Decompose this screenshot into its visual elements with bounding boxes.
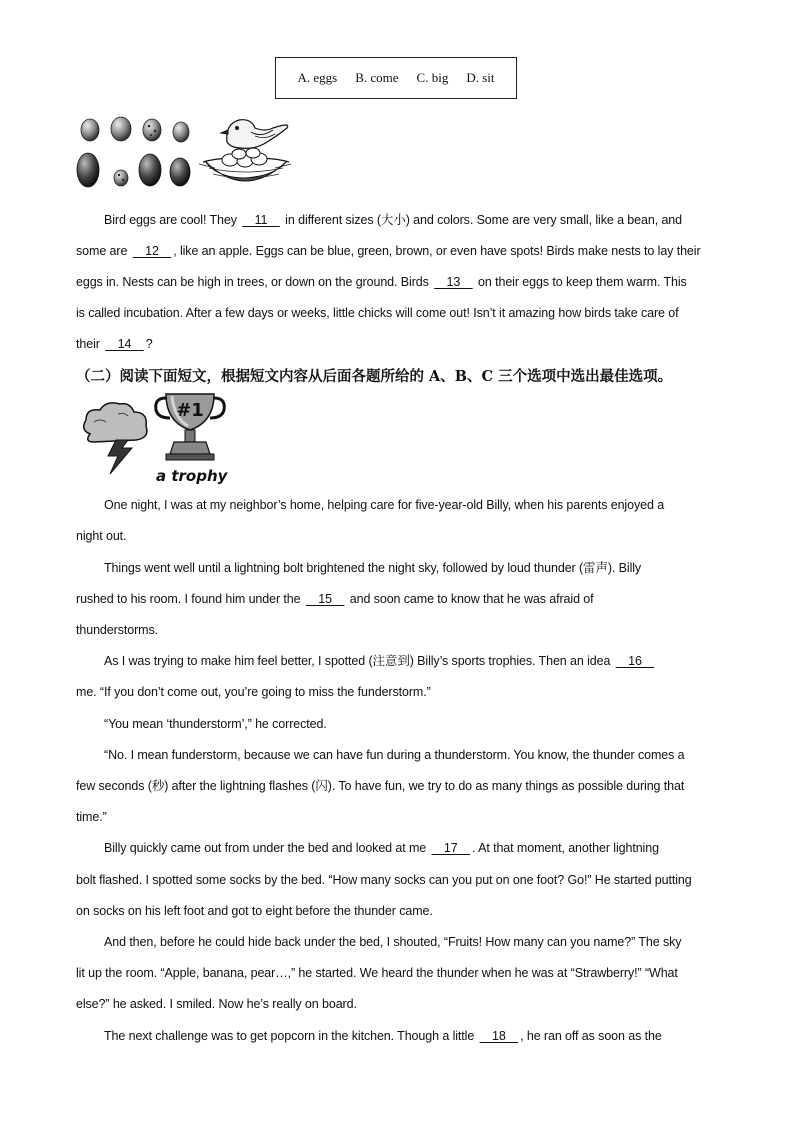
blank-18: 18	[479, 1029, 519, 1043]
blank-11: 11	[242, 213, 280, 227]
text: Billy quickly came out from under the bed and looked at me	[104, 841, 430, 855]
passage2-line	[76, 591, 720, 607]
text: else?” he asked. I smiled. Now he’s really on board.	[76, 997, 357, 1011]
passage1-line	[76, 243, 720, 259]
text: “You mean ‘thunderstorm’,” he corrected.	[104, 717, 327, 731]
passage2-line	[76, 965, 720, 981]
passage2-line	[104, 840, 720, 856]
text: One night, I was at my neighbor’s home, helping care for five-year-old Billy, when his parents enjoyed a	[104, 498, 665, 512]
text: on socks on his left foot and got to eight before the thunder came.	[76, 904, 433, 918]
text: As I was trying to make him feel better, I spotted (注意到) Billy’s sports trophies. Then an idea	[104, 654, 614, 668]
text: is called incubation. After a few days or weeks, little chicks will come out! Isn’t it amazing how birds take care of	[76, 306, 679, 320]
passage2-line	[76, 872, 720, 888]
text: bolt flashed. I spotted some socks by the bed. “How many socks can you put on one foot? Go!” He started putting	[76, 873, 692, 887]
blank-16: 16	[615, 654, 655, 668]
text: . At that moment, another lightning	[472, 841, 659, 855]
passage1-line	[104, 212, 720, 228]
passage2-line	[76, 528, 720, 544]
blank-12: 12	[132, 244, 172, 258]
passage2-line	[104, 560, 720, 576]
blank-17: 17	[431, 841, 471, 855]
text: And then, before he could hide back under the bed, I shouted, “Fruits! How many can you name?” The sky	[104, 935, 682, 949]
trophy-caption: a trophy	[156, 467, 228, 485]
passage2-line	[76, 809, 720, 825]
passage2-line	[104, 497, 720, 513]
bird-nest-illustration	[195, 106, 295, 194]
blank-13: 13	[434, 275, 473, 289]
passage2-line	[104, 716, 720, 732]
option-d: D. sit	[466, 70, 495, 85]
text: me. “If you don’t come out, you’re going to miss the funderstorm.”	[76, 685, 431, 699]
text: some are	[76, 244, 131, 258]
passage2-line	[104, 747, 720, 763]
passage2-line	[104, 653, 720, 669]
passage2-line	[104, 934, 720, 950]
passage2-line	[104, 1028, 720, 1044]
passage1-line	[76, 305, 720, 321]
storm-cloud-icon	[80, 400, 150, 476]
text: Bird eggs are cool! They	[104, 213, 241, 227]
text: and soon came to know that he was afraid of	[346, 592, 594, 606]
text: Things went well until a lightning bolt brightened the night sky, followed by loud thunder (雷声). Billy	[104, 561, 642, 575]
text: few seconds (秒) after the lightning flashes (闪). To have fun, we try to do as many things as possible during that	[76, 779, 685, 793]
text: eggs in. Nests can be high in trees, or down on the ground. Birds	[76, 275, 433, 289]
text: ?	[145, 337, 153, 351]
text: on their eggs to keep them warm. This	[474, 275, 687, 289]
text: rushed to his room. I found him under the	[76, 592, 304, 606]
text: night out.	[76, 529, 127, 543]
option-c: C. big	[416, 70, 449, 85]
passage2-line	[76, 996, 720, 1012]
text: “No. I mean funderstorm, because we can have fun during a thunderstorm. You know, the thunder comes a	[104, 748, 685, 762]
eggs-illustration	[76, 112, 196, 194]
text: , he ran off as soon as the	[520, 1029, 662, 1043]
blank-14: 14	[105, 337, 144, 351]
passage2-line	[76, 622, 720, 638]
option-b: B. come	[355, 70, 399, 85]
text: The next challenge was to get popcorn in the kitchen. Though a little	[104, 1029, 478, 1043]
word-options-box	[275, 57, 517, 99]
text: time.”	[76, 810, 107, 824]
text: , like an apple. Eggs can be blue, green, brown, or even have spots! Birds make nests to lay their	[173, 244, 701, 258]
text: thunderstorms.	[76, 623, 158, 637]
passage1-line	[76, 274, 720, 290]
trophy-icon	[152, 388, 228, 462]
option-a: A. eggs	[297, 70, 338, 85]
passage2-line	[76, 684, 720, 700]
blank-15: 15	[305, 592, 345, 606]
passage2-line	[76, 903, 720, 919]
section-heading: （二）阅读下面短文，根据短文内容从后面各题所给的 A、B、C 三个选项中选出最佳选项。	[76, 368, 673, 385]
trophy-badge: #1	[176, 400, 204, 421]
passage2-line	[76, 778, 720, 794]
passage1-line	[76, 336, 720, 352]
text: in different sizes (大小) and colors. Some are very small, like a bean, and	[281, 213, 682, 227]
text: lit up the room. “Apple, banana, pear…,” he started. We heard the thunder when he was at “Strawberry!” “What	[76, 966, 678, 980]
text: their	[76, 337, 104, 351]
